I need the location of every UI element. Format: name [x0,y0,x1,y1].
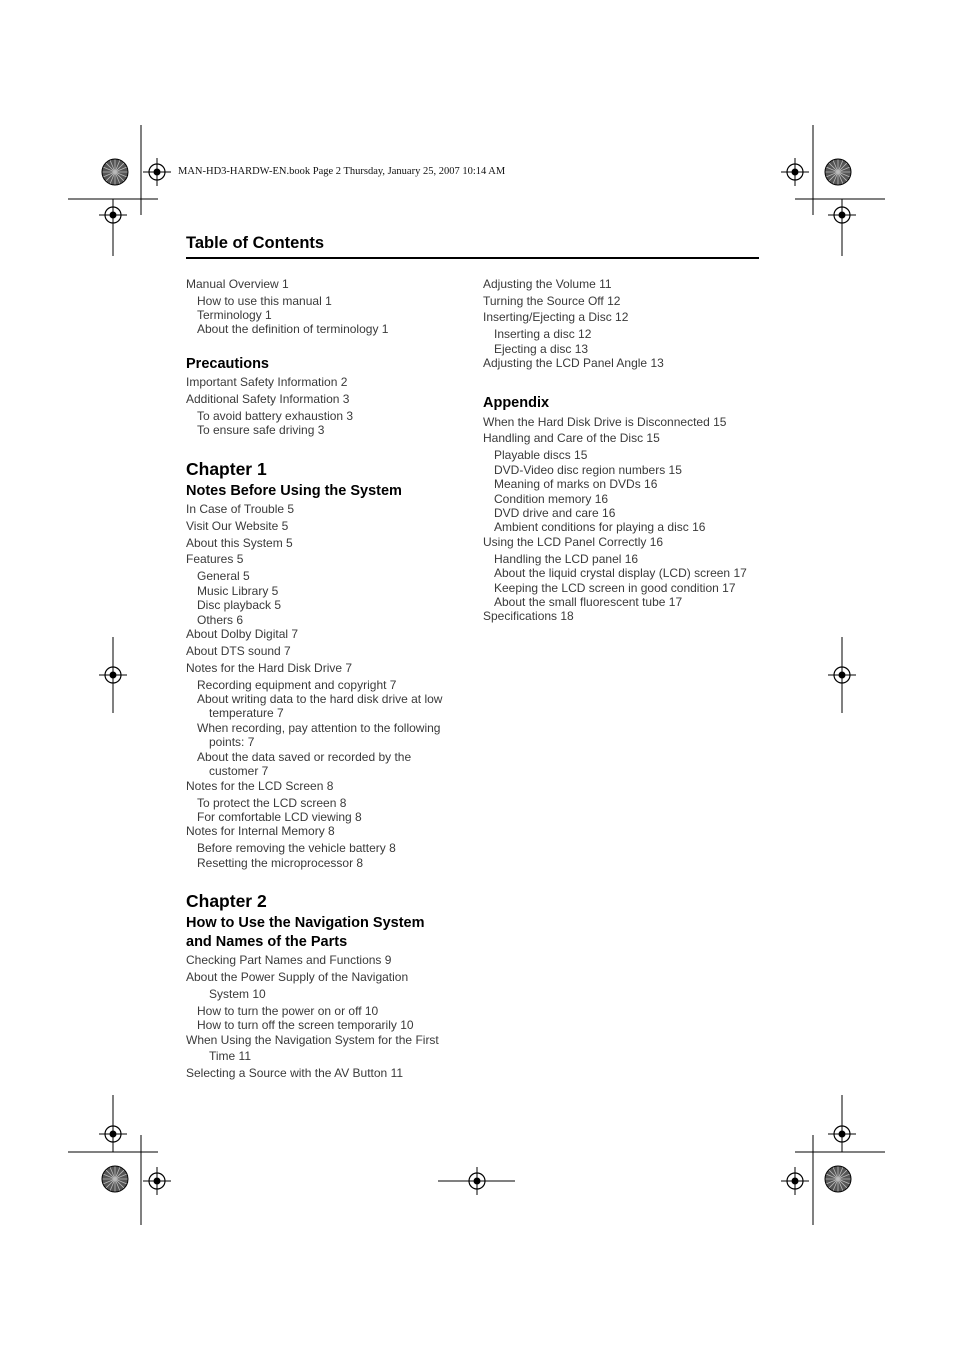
toc-subentry[interactable]: For comfortable LCD viewing 8 [197,810,362,824]
toc-entry-cont[interactable]: System 10 [209,987,266,1001]
toc-subentry[interactable]: How to turn off the screen temporarily 10 [197,1018,414,1032]
toc-entry[interactable]: About the Power Supply of the Navigation [186,970,409,984]
chapter-1-label: Chapter 1 [186,459,267,479]
toc-subentry[interactable]: About the liquid crystal display (LCD) screen 17 [494,566,747,580]
toc-entry[interactable]: In Case of Trouble 5 [186,502,295,516]
chapter-2-title-line2: and Names of the Parts [186,934,348,950]
chapter-1-title: Notes Before Using the System [186,483,402,499]
toc-entry[interactable]: Adjusting the Volume 11 [483,277,612,291]
chapter-2-label: Chapter 2 [186,891,267,911]
toc-entry[interactable]: About Dolby Digital 7 [186,627,299,641]
toc-subentry[interactable]: Condition memory 16 [494,492,609,506]
toc-entry[interactable]: Checking Part Names and Functions 9 [186,953,392,967]
toc-entry[interactable]: Adjusting the LCD Panel Angle 13 [483,356,664,370]
toc-subentry[interactable]: Meaning of marks on DVDs 16 [494,477,658,491]
print-header: MAN-HD3-HARDW-EN.book Page 2 Thursday, January 25, 2007 10:14 AM [178,166,506,177]
toc-entry[interactable]: Notes for the Hard Disk Drive 7 [186,661,353,675]
toc-subentry[interactable]: To protect the LCD screen 8 [197,796,347,810]
section-heading-precautions: Precautions [186,356,269,372]
toc-entry[interactable]: Notes for the LCD Screen 8 [186,779,334,793]
toc-subentry[interactable]: Music Library 5 [197,584,279,598]
toc-entry[interactable]: Notes for Internal Memory 8 [186,824,335,838]
toc-subentry[interactable]: DVD drive and care 16 [494,506,616,520]
toc-entry[interactable]: Handling and Care of the Disc 15 [483,431,660,445]
toc-subentry[interactable]: Inserting a disc 12 [494,327,592,341]
toc-subentry[interactable]: Playable discs 15 [494,448,588,462]
toc-entry[interactable]: About this System 5 [186,536,293,550]
toc-subentry-cont[interactable]: points: 7 [209,735,255,749]
toc-subentry[interactable]: General 5 [197,569,250,583]
toc-subentry[interactable]: Ejecting a disc 13 [494,342,589,356]
toc-entry[interactable]: Manual Overview 1 [186,277,289,291]
toc-subentry[interactable]: About the small fluorescent tube 17 [494,595,683,609]
toc-entry[interactable]: Selecting a Source with the AV Button 11 [186,1066,404,1080]
toc-subentry[interactable]: To ensure safe driving 3 [197,423,325,437]
page-title: Table of Contents [186,234,325,252]
chapter-2-title-line1: How to Use the Navigation System [186,915,425,931]
section-heading-appendix: Appendix [483,395,550,411]
toc-subentry[interactable]: Keeping the LCD screen in good condition 17 [494,581,736,595]
toc-entry-cont[interactable]: Time 11 [209,1049,252,1063]
toc-entry[interactable]: Important Safety Information 2 [186,375,348,389]
toc-entry[interactable]: When Using the Navigation System for the First [186,1033,439,1047]
toc-subentry[interactable]: How to turn the power on or off 10 [197,1004,379,1018]
toc-subentry[interactable]: Resetting the microprocessor 8 [197,856,364,870]
toc-subentry[interactable]: When recording, pay attention to the following [197,721,441,735]
toc-entry[interactable]: When the Hard Disk Drive is Disconnected 15 [483,415,727,429]
toc-subentry-cont[interactable]: customer 7 [209,764,269,778]
toc-subentry[interactable]: Handling the LCD panel 16 [494,552,639,566]
toc-entry[interactable]: Features 5 [186,552,244,566]
toc-subentry[interactable]: How to use this manual 1 [197,294,332,308]
toc-subentry[interactable]: To avoid battery exhaustion 3 [197,409,354,423]
toc-subentry[interactable]: Ambient conditions for playing a disc 16 [494,520,706,534]
toc-subentry[interactable]: Recording equipment and copyright 7 [197,678,397,692]
toc-entry[interactable]: Additional Safety Information 3 [186,392,350,406]
toc-entry[interactable]: Using the LCD Panel Correctly 16 [483,535,664,549]
toc-subentry[interactable]: About writing data to the hard disk drive at low [197,692,443,706]
toc-subentry[interactable]: DVD-Video disc region numbers 15 [494,463,682,477]
toc-subentry[interactable]: Disc playback 5 [197,598,282,612]
toc-subentry[interactable]: Others 6 [197,613,244,627]
toc-entry[interactable]: Visit Our Website 5 [186,519,289,533]
toc-subentry[interactable]: Before removing the vehicle battery 8 [197,841,396,855]
toc-entry[interactable]: Turning the Source Off 12 [483,294,621,308]
toc-subentry-cont[interactable]: temperature 7 [209,706,284,720]
toc-entry[interactable]: Inserting/Ejecting a Disc 12 [483,310,629,324]
toc-subentry[interactable]: About the definition of terminology 1 [197,322,389,336]
title-rule [186,257,759,259]
toc-subentry[interactable]: Terminology 1 [197,308,272,322]
toc-entry[interactable]: Specifications 18 [483,609,574,623]
toc-subentry[interactable]: About the data saved or recorded by the [197,750,412,764]
toc-entry[interactable]: About DTS sound 7 [186,644,291,658]
